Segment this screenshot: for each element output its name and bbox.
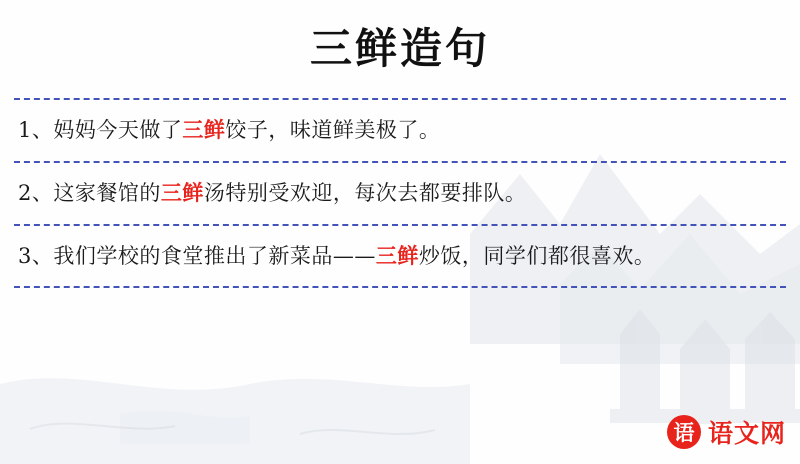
logo-circle-icon: 语 <box>667 415 701 449</box>
sentence-index-2: 2、 <box>18 180 54 205</box>
keyword-highlight-1: 三鲜 <box>182 117 226 143</box>
sentence-text-before-1: 妈妈今天做了 <box>53 118 183 143</box>
sentence-item-1 <box>0 100 800 161</box>
sentence-item-3 <box>0 226 800 287</box>
sentence-index-1: 1、 <box>18 118 54 143</box>
sentence-text-after-2: 汤特别受欢迎，每次去都要排队。 <box>203 180 527 205</box>
sentence-text-after-1: 饺子，味道鲜美极了。 <box>225 118 441 143</box>
keyword-highlight-3: 三鲜 <box>375 242 419 268</box>
watermark-logo <box>667 414 786 450</box>
sentence-index-3: 3、 <box>18 243 54 268</box>
sentence-text-after-3: 炒饭，同学们都很喜欢。 <box>418 243 656 268</box>
page-title: 三鲜造句 <box>309 24 490 73</box>
keyword-highlight-2: 三鲜 <box>160 179 204 205</box>
sentence-text-before-3: 我们学校的食堂推出了新菜品—— <box>53 243 376 268</box>
sentence-item-2 <box>0 163 800 224</box>
logo-label: 语文网 <box>707 419 786 448</box>
divider-3 <box>14 286 786 288</box>
sentence-text-before-2: 这家餐馆的 <box>53 180 161 205</box>
